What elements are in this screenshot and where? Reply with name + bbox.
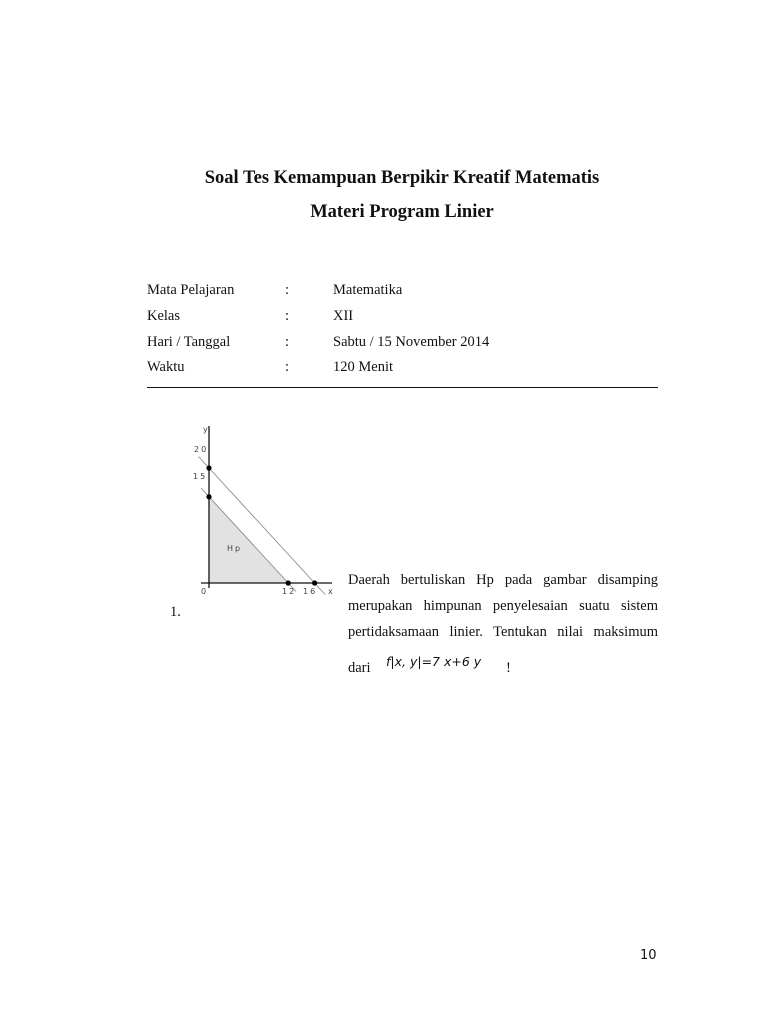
info-label: Mata Pelajaran	[147, 282, 235, 298]
objective-function: f|x, y|=7 x+6 y	[386, 654, 482, 669]
info-separator: :	[285, 334, 290, 350]
y-axis-label: y	[203, 425, 208, 434]
question-number: 1.	[170, 604, 181, 620]
page-number: 10	[640, 948, 657, 963]
document-title: Soal Tes Kemampuan Berpikir Kreatif Matematis	[204, 168, 600, 188]
x-tick-label: 16	[303, 587, 318, 596]
x-tick-label: 0	[201, 587, 207, 596]
info-label: Waktu	[147, 359, 185, 375]
info-separator: :	[285, 308, 290, 324]
intercept-point	[206, 465, 211, 470]
question-dari: dari	[348, 660, 371, 676]
question-formula-line	[348, 654, 528, 680]
info-label: Kelas	[147, 308, 181, 324]
header-divider	[147, 387, 658, 388]
y-tick-label: 20	[194, 445, 209, 454]
info-value: XII	[333, 308, 354, 324]
info-value: Matematika	[333, 282, 403, 298]
intercept-point	[206, 494, 211, 499]
question-end-mark: !	[506, 660, 511, 676]
info-value: 120 Menit	[333, 359, 394, 375]
info-separator: :	[285, 359, 290, 375]
y-tick-label: 15	[193, 472, 208, 481]
intercept-point	[312, 580, 317, 585]
feasible-region-graph	[185, 420, 345, 600]
question-text: Daerah bertuliskan Hp pada gambar disamping merupakan himpunan penyelesaian suatu sistem pertidaksamaan linier. Tentukan nilai maksimum	[348, 572, 658, 640]
region-label: Hp	[227, 544, 243, 553]
info-value: Sabtu / 15 November 2014	[333, 334, 490, 350]
x-axis-label: x	[328, 587, 333, 596]
info-label: Hari / Tanggal	[147, 334, 231, 350]
x-tick-label: 12	[282, 587, 297, 596]
intercept-point	[286, 580, 291, 585]
info-separator: :	[285, 282, 290, 298]
document-subtitle: Materi Program Linier	[310, 202, 494, 222]
